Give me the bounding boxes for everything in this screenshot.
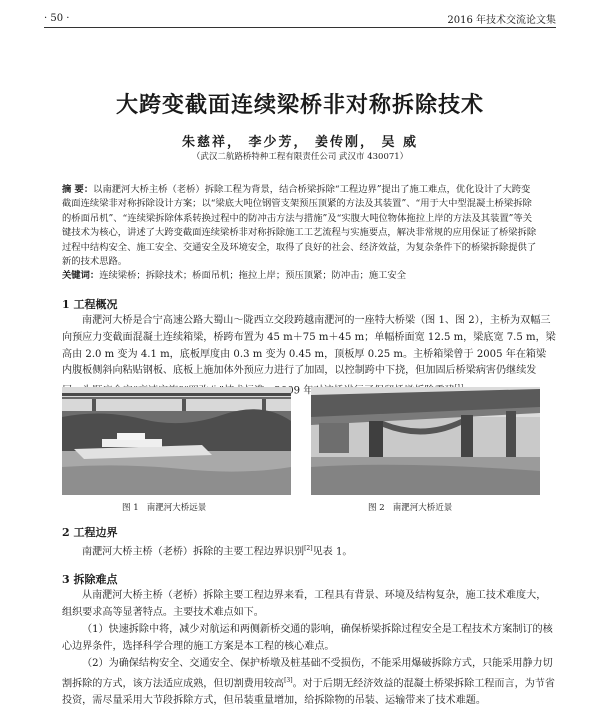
- paragraph-text: （1）快速拆除中将，减少对航运和两侧新桥交通的影响，确保桥梁拆除过程安全是工程技术方案制订的核心边界条件，选择科学合理的施工方案是本工程的核心难点。: [62, 624, 553, 652]
- section-3-paragraph-3: [62, 656, 556, 710]
- abstract-label: 摘 要：: [62, 184, 94, 195]
- section-heading-1: 1 工程概况: [62, 298, 118, 311]
- figure-caption-text: 南淝河大桥近景: [392, 503, 453, 513]
- figure-label: 图 2: [368, 503, 385, 513]
- paragraph-text: 从南淝河大桥主桥（老桥）拆除主要工程边界来看，工程具有背景、环境及结构复杂，施工技术难度大，组织要求高等显著特点。主要技术难点如下。: [62, 590, 547, 618]
- section-heading-3: 3 拆除难点: [62, 573, 118, 586]
- running-header: [44, 10, 556, 26]
- figure-label: 图 1: [122, 503, 139, 513]
- section-3-paragraph-1: [62, 588, 556, 622]
- paragraph-end: 。对于后期无经济效益的混凝土桥梁拆除工程而言，为节省投资，需尽量采用大节段拆除方式，但吊装重量增加，给拆除物的吊装、运输带来了技术难题。: [62, 678, 555, 706]
- paper-title: 大跨变截面连续梁桥非对称拆除技术: [115, 92, 484, 118]
- section-heading-2: 2 工程边界: [62, 526, 118, 539]
- citation-ref: [2]: [304, 545, 313, 552]
- figure-1-photo: [62, 387, 291, 495]
- paragraph-text: 南淝河大桥是合宁高速公路大蜀山～陇西立交段跨越南淝河的一座特大桥梁（图 1、图 2），主桥为双幅三向预应力变截面混凝土连续箱梁，桥跨布置为 45 m＋75 m＋45 m；单幅桥面宽 12.5 m，梁底宽 7.5 m，梁高由 2.0 m 变为 4.1 m，底板厚度由 0.3 m 变为 0.45 m，顶板厚 0.25 m。主桥箱梁曾于 2005 年在箱梁内腹板侧斜向粘贴钢板、底板上施加体外预应力进行了加固，以控制跨中下挠，但加固后桥梁病害仍继续发 09: [62, 315, 556, 397]
- section-3-paragraph-2: [62, 622, 556, 656]
- keywords-label: 关键词：: [62, 270, 100, 281]
- header-rule: [44, 27, 556, 28]
- figure-2-photo: [311, 387, 540, 495]
- paragraph-end: 见表 1。: [312, 546, 353, 558]
- page-number: · 50 ·: [44, 12, 70, 24]
- bridge-distant-view-image: [62, 387, 291, 495]
- journal-name: 2016 年技术交流论文集: [447, 14, 556, 26]
- figure-2-caption: [368, 501, 452, 513]
- paragraph-text: （2）为确保结构安全、交通安全、保护桥墩及桩基础不受损伤，不能采用爆破拆除方式，只能采用静力切割拆除的方式，该方法适应成熟，但切割费用较高: [62, 658, 553, 690]
- paragraph-text: 南淝河大桥主桥（老桥）拆除的主要工程边界识别: [82, 546, 305, 558]
- abstract: [62, 183, 538, 269]
- keywords: [62, 267, 538, 281]
- affiliation: （武汉二航路桥特种工程有限责任公司 武汉市 430071）: [191, 152, 409, 162]
- citation-ref: [3]: [284, 676, 293, 684]
- section-2-paragraph: [62, 541, 556, 561]
- figure-1-caption: [122, 501, 206, 513]
- abstract-text: 以南淝河大桥主桥（老桥）拆除工程为背景，结合桥梁拆除“工程边界”提出了施工难点，优化设计了大跨变截面连续梁非对称拆除设计方案；以“梁底大吨位钢管支架预压顶紧的方法及其装置”、“用于大中型混凝土桥梁拆除的桥面吊机”、“连续梁拆除体系转换过程中的防冲击方法与措施”及“实腹大吨位物体拖拉上岸的方法及其装置”等关键技术为核心，讲述了大跨变截面连续梁桥非对称拆除施工工艺流程与实施要点，解决非常规的应用保证了桥梁拆除过程中结构安全、施工安全、交通安全及环境安全，取得了良好的社会、经济效益，为复杂条件下的桥梁拆除提供了新的技术思路。: [62, 184, 537, 268]
- keywords-text: 连续梁桥；拆除技术；桥面吊机；拖拉上岸；预压顶紧；防冲击；施工安全: [99, 270, 407, 281]
- bridge-close-view-image: [311, 387, 540, 495]
- author-list: 朱慈祥， 李少芳， 姜传刚， 吴 威: [181, 135, 419, 150]
- figure-caption-text: 南淝河大桥远景: [146, 503, 207, 513]
